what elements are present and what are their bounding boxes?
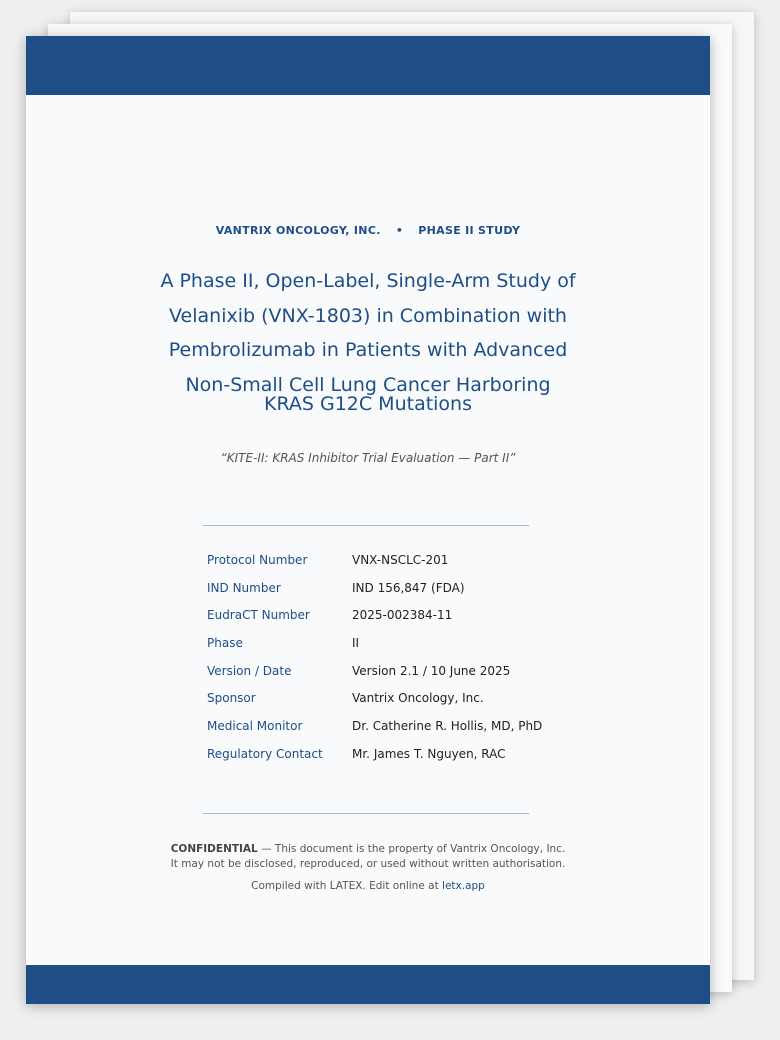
- meta-row-ind-number: [207, 581, 542, 609]
- footer-band: [26, 965, 710, 1004]
- compiled-note: [26, 880, 710, 892]
- meta-row-regulatory-contact: [207, 747, 542, 775]
- confidential-line-1: [26, 842, 710, 857]
- confidentiality-notice: [26, 842, 710, 872]
- meta-label: EudraCT Number: [207, 608, 310, 623]
- document-title: [86, 264, 650, 416]
- divider-bottom: [203, 813, 529, 814]
- confidential-text-1: — This document is the property of Vantrix Oncology, Inc.: [257, 843, 566, 855]
- confidential-label: CONFIDENTIAL: [170, 843, 258, 855]
- edit-online-link[interactable]: letx.app: [442, 880, 485, 892]
- header-band: [26, 36, 710, 95]
- meta-row-phase: [207, 636, 542, 664]
- title-line-5: KRAS G12C Mutations: [263, 392, 473, 415]
- study-kicker: [26, 224, 710, 237]
- meta-value: Dr. Catherine R. Hollis, MD, PhD: [352, 719, 543, 734]
- study-acronym: “KITE-II: KRAS Inhibitor Trial Evaluation — Part II”: [220, 451, 516, 465]
- meta-value: Version 2.1 / 10 June 2025: [352, 663, 511, 678]
- meta-value: IND 156,847 (FDA): [352, 580, 465, 595]
- study-phase: PHASE II STUDY: [418, 224, 521, 237]
- meta-label: Sponsor: [207, 691, 256, 706]
- meta-label: Regulatory Contact: [207, 746, 323, 761]
- meta-label: Protocol Number: [207, 553, 308, 567]
- meta-row-version-date: [207, 664, 542, 692]
- compiled-middle: . Edit online at: [362, 880, 443, 892]
- meta-row-medical-monitor: [207, 719, 542, 747]
- meta-row-sponsor: [207, 691, 542, 719]
- title-line-1: A Phase II, Open-Label, Single-Arm Study of: [160, 270, 576, 292]
- latex-logo: LATEX: [329, 880, 363, 892]
- title-line-4: Non-Small Cell Lung Cancer Harboring: [185, 373, 551, 396]
- cover-page: [26, 36, 710, 1004]
- meta-label: Version / Date: [207, 663, 292, 678]
- meta-value: 2025-002384-11: [352, 608, 453, 623]
- company-name: VANTRIX ONCOLOGY, INC.: [215, 224, 381, 237]
- meta-value: VNX-NSCLC-201: [352, 553, 449, 567]
- meta-value: Vantrix Oncology, Inc.: [352, 691, 484, 706]
- title-line-3: Pembrolizumab in Patients with Advanced: [168, 339, 568, 361]
- separator-dot: •: [395, 224, 404, 237]
- meta-label: Phase: [207, 636, 243, 651]
- meta-value: II: [352, 636, 360, 651]
- title-line-2: Velanixib (VNX-1803) in Combination with: [169, 304, 567, 327]
- protocol-metadata-table: [207, 553, 542, 775]
- confidential-text-2: It may not be disclosed, reproduced, or used without written authorisation.: [170, 858, 566, 870]
- divider-top: [203, 525, 529, 526]
- meta-row-protocol-number: [207, 553, 542, 581]
- meta-row-eudract-number: [207, 608, 542, 636]
- meta-label: Medical Monitor: [207, 719, 303, 734]
- meta-label: IND Number: [207, 580, 281, 595]
- compiled-prefix: Compiled with: [251, 880, 330, 892]
- meta-value: Mr. James T. Nguyen, RAC: [352, 746, 506, 761]
